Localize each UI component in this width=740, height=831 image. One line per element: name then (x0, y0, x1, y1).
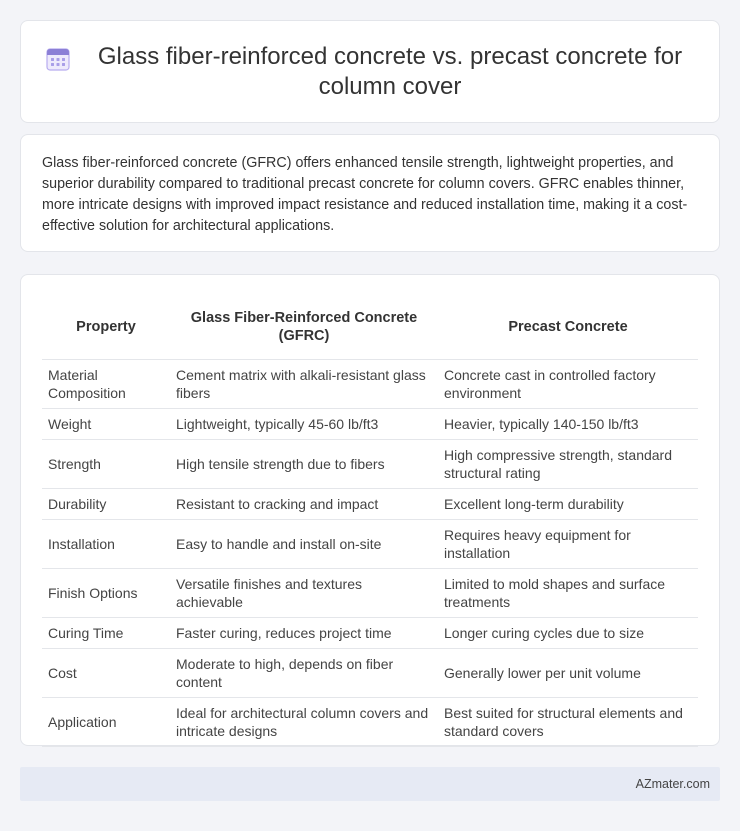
precast-cell: Heavier, typically 140-150 lb/ft3 (438, 408, 698, 439)
footer-site-link[interactable]: AZmater.com (635, 777, 710, 791)
gfrc-cell: Easy to handle and install on-site (170, 519, 438, 568)
table-row (42, 359, 698, 408)
property-cell: Strength (42, 439, 170, 488)
title-wrap (21, 42, 719, 102)
table-row (42, 697, 698, 746)
gfrc-cell: Lightweight, typically 45-60 lb/ft3 (170, 408, 438, 439)
table-row (42, 648, 698, 697)
property-cell: Curing Time (42, 617, 170, 648)
property-cell: Cost (42, 648, 170, 697)
table-row (42, 617, 698, 648)
property-cell: Durability (42, 488, 170, 519)
property-cell: Weight (42, 408, 170, 439)
calendar-icon (45, 46, 71, 72)
title-card (20, 20, 720, 123)
property-cell: Finish Options (42, 568, 170, 617)
gfrc-cell: Cement matrix with alkali-resistant glass fibers (170, 359, 438, 408)
gfrc-cell: Ideal for architectural column covers and intricate designs (170, 697, 438, 746)
table-row (42, 568, 698, 617)
gfrc-cell: Moderate to high, depends on fiber content (170, 648, 438, 697)
header-gfrc: Glass Fiber-Reinforced Concrete (GFRC) (170, 295, 438, 359)
precast-cell: High compressive strength, standard structural rating (438, 439, 698, 488)
table-row (42, 439, 698, 488)
table-row (42, 488, 698, 519)
precast-cell: Excellent long-term durability (438, 488, 698, 519)
property-cell: Material Composition (42, 359, 170, 408)
precast-cell: Limited to mold shapes and surface treatments (438, 568, 698, 617)
precast-cell: Best suited for structural elements and standard covers (438, 697, 698, 746)
table-row (42, 519, 698, 568)
property-cell: Application (42, 697, 170, 746)
gfrc-cell: Resistant to cracking and impact (170, 488, 438, 519)
table-header-row (42, 295, 698, 359)
header-precast: Precast Concrete (438, 295, 698, 359)
footer (20, 767, 720, 801)
property-cell: Installation (42, 519, 170, 568)
comparison-table (42, 295, 698, 747)
gfrc-cell: Versatile finishes and textures achievable (170, 568, 438, 617)
table-row (42, 408, 698, 439)
precast-cell: Requires heavy equipment for installation (438, 519, 698, 568)
intro-card (20, 134, 720, 252)
precast-cell: Longer curing cycles due to size (438, 617, 698, 648)
page-title: Glass fiber-reinforced concrete vs. precast concrete for column cover (97, 42, 683, 100)
precast-cell: Concrete cast in controlled factory environment (438, 359, 698, 408)
comparison-table-card (20, 274, 720, 746)
gfrc-cell: High tensile strength due to fibers (170, 439, 438, 488)
gfrc-cell: Faster curing, reduces project time (170, 617, 438, 648)
header-property: Property (42, 295, 170, 359)
intro-paragraph: Glass fiber-reinforced concrete (GFRC) offers enhanced tensile strength, lightweight properties, and superior durability compared to traditional precast concrete for column covers. GFRC enables thinner, more intricate designs with improved impact resistance and reduced installation time, making it a cost-effective solution for architectural applications. (42, 155, 688, 234)
precast-cell: Generally lower per unit volume (438, 648, 698, 697)
